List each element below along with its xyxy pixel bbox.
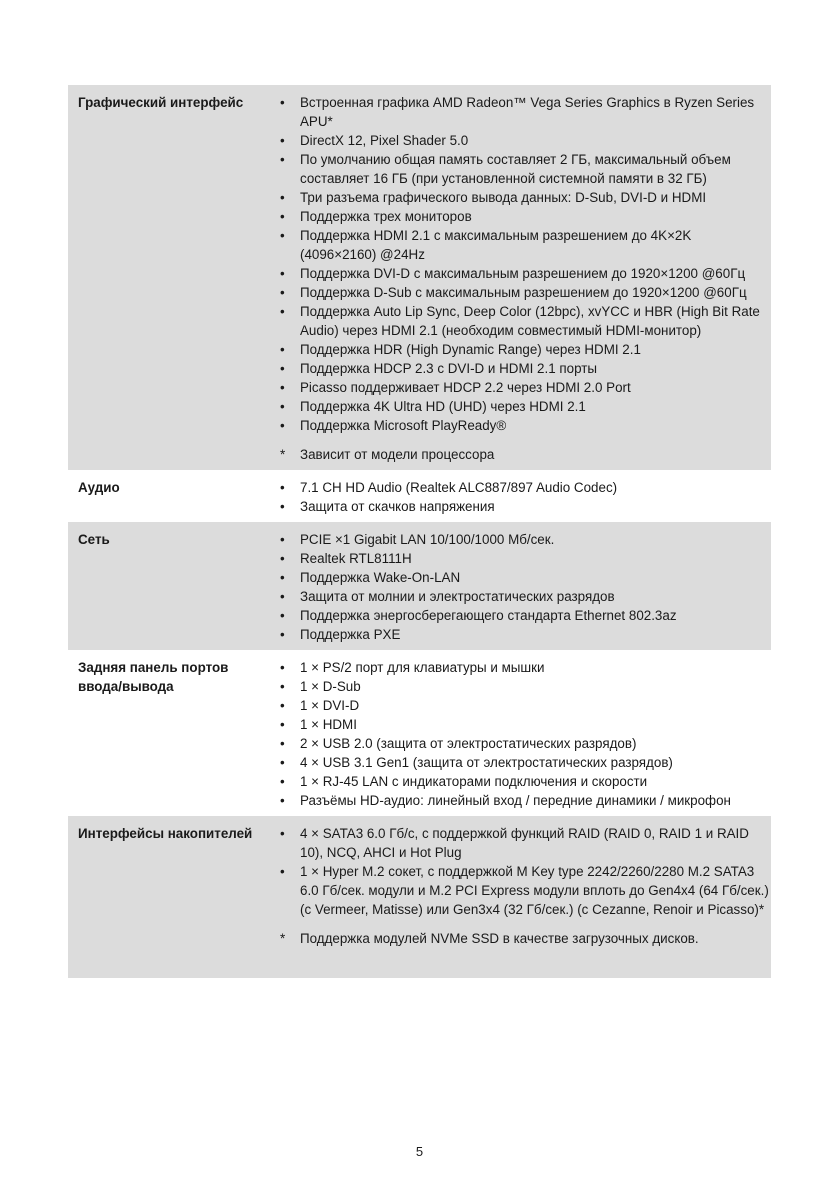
footnote-text: Поддержка модулей NVMe SSD в качестве загрузочных дисков. xyxy=(300,931,699,946)
spec-content xyxy=(278,658,771,810)
list-item: • 1 × RJ-45 LAN с индикаторами подключения и скорости xyxy=(300,772,771,791)
list-item: • Защита от скачков напряжения xyxy=(300,497,771,516)
list-item: • Поддержка HDCP 2.3 с DVI-D и HDMI 2.1 порты xyxy=(300,359,771,378)
list-item: • 2 × USB 2.0 (защита от электростатических разрядов) xyxy=(300,734,771,753)
footnote-text: Зависит от модели процессора xyxy=(300,447,495,462)
spec-label: Интерфейсы накопителей xyxy=(78,826,253,841)
list-item: • Поддержка трех мониторов xyxy=(300,207,771,226)
footnote xyxy=(278,445,771,464)
spec-row-audio xyxy=(68,470,771,522)
list-item: • 1 × HDMI xyxy=(300,715,771,734)
spec-label: Графический интерфейс xyxy=(78,95,244,110)
page-number: 5 xyxy=(415,1144,424,1159)
list-item: • Поддержка D-Sub с максимальным разрешением до 1920×1200 @60Гц xyxy=(300,283,771,302)
spec-list xyxy=(278,93,771,435)
footnote-star: * xyxy=(280,931,286,946)
list-item: • Поддержка Microsoft PlayReady® xyxy=(300,416,771,435)
list-item: • По умолчанию общая память составляет 2 ГБ, максимальный объем составляет 16 ГБ (при установленной системной памяти в 32 ГБ) xyxy=(300,150,771,188)
list-item: • Поддержка Wake-On-LAN xyxy=(300,568,771,587)
spec-list xyxy=(278,478,771,516)
list-item: • 1 × DVI-D xyxy=(300,696,771,715)
spec-list xyxy=(278,530,771,644)
list-item: • 4 × USB 3.1 Gen1 (защита от электростатических разрядов) xyxy=(300,753,771,772)
spec-table xyxy=(68,85,771,978)
list-item: • 7.1 CH HD Audio (Realtek ALC887/897 Audio Codec) xyxy=(300,478,771,497)
list-item: • DirectX 12, Pixel Shader 5.0 xyxy=(300,131,771,150)
list-item: • Picasso поддерживает HDCP 2.2 через HDMI 2.0 Port xyxy=(300,378,771,397)
spec-label: Аудио xyxy=(78,480,120,495)
list-item: • 1 × D-Sub xyxy=(300,677,771,696)
spec-content xyxy=(278,530,771,644)
list-item: • Поддержка энергосберегающего стандарта Ethernet 802.3az xyxy=(300,606,771,625)
spec-row-network xyxy=(68,522,771,650)
footnote xyxy=(278,929,771,948)
list-item: • Разъёмы HD-аудио: линейный вход / передние динамики / микрофон xyxy=(300,791,771,810)
footnote-star: * xyxy=(280,447,286,462)
spec-content xyxy=(278,824,771,948)
spec-row-rear-io xyxy=(68,650,771,816)
list-item: • Поддержка HDR (High Dynamic Range) через HDMI 2.1 xyxy=(300,340,771,359)
list-item: • Три разъема графического вывода данных: D-Sub, DVI-D и HDMI xyxy=(300,188,771,207)
spec-content xyxy=(278,478,771,516)
list-item: • Поддержка HDMI 2.1 с максимальным разрешением до 4K×2K (4096×2160) @24Hz xyxy=(300,226,771,264)
list-item: • PCIE ×1 Gigabit LAN 10/100/1000 Мб/сек. xyxy=(300,530,771,549)
list-item: • Поддержка 4K Ultra HD (UHD) через HDMI 2.1 xyxy=(300,397,771,416)
spec-label: Задняя панель портов ввода/вывода xyxy=(78,660,229,694)
list-item: • 1 × PS/2 порт для клавиатуры и мышки xyxy=(300,658,771,677)
list-item: • Защита от молнии и электростатических разрядов xyxy=(300,587,771,606)
list-item: • Поддержка PXE xyxy=(300,625,771,644)
list-item: • Поддержка DVI-D с максимальным разрешением до 1920×1200 @60Гц xyxy=(300,264,771,283)
list-item: • 1 × Hyper M.2 сокет, с поддержкой M Key type 2242/2260/2280 M.2 SATA3 6.0 Гб/сек. модули и M.2 PCI Express модули вплоть до Gen4x4 (64 Гб/сек.) (с Vermeer, Matisse) или Gen3x4 (32 Гб/сек.) (с Cezanne, Renoir и Picasso)* xyxy=(300,862,771,919)
spec-list xyxy=(278,658,771,810)
spec-content xyxy=(278,93,771,464)
list-item: • 4 × SATA3 6.0 Гб/с, с поддержкой функций RAID (RAID 0, RAID 1 и RAID 10), NCQ, AHCI и Hot Plug xyxy=(300,824,771,862)
spec-label: Сеть xyxy=(78,532,110,547)
spec-row-storage xyxy=(68,816,771,978)
list-item: • Realtek RTL8111H xyxy=(300,549,771,568)
list-item: • Поддержка Auto Lip Sync, Deep Color (12bpc), xvYCC и HBR (High Bit Rate Audio) через HDMI 2.1 (необходим совместимый HDMI-монитор) xyxy=(300,302,771,340)
spec-row-graphics xyxy=(68,85,771,470)
list-item: • Встроенная графика AMD Radeon™ Vega Series Graphics в Ryzen Series APU* xyxy=(300,93,771,131)
spec-list xyxy=(278,824,771,919)
